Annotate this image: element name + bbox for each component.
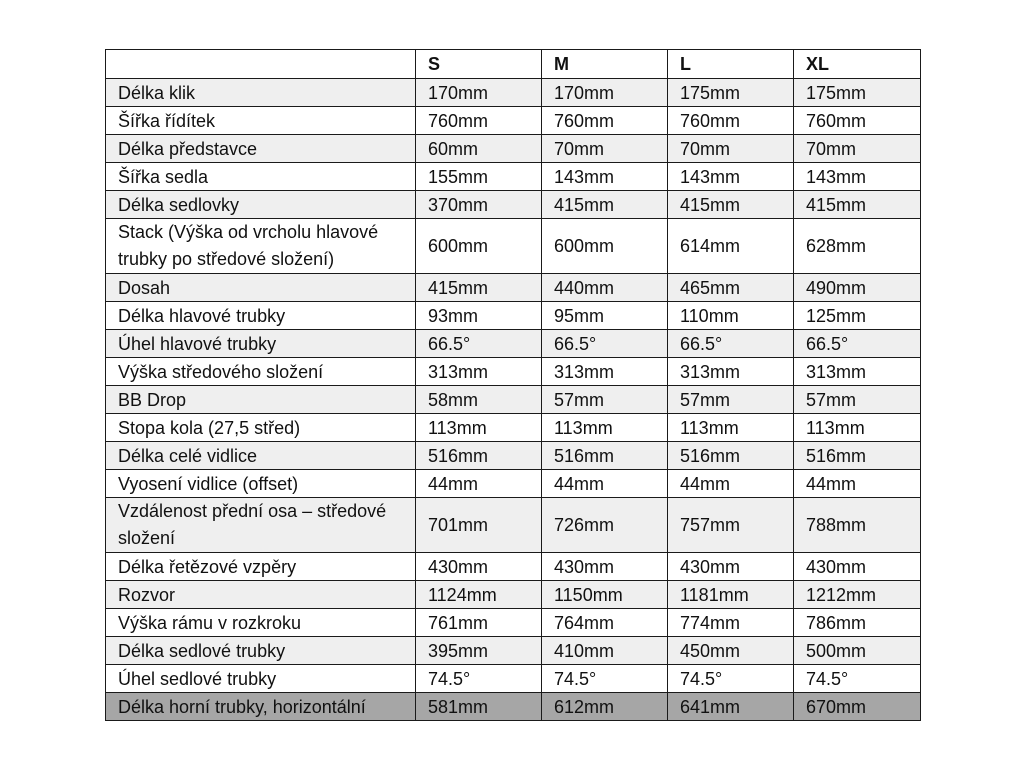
- value-cell: 1124mm: [416, 581, 542, 609]
- value-cell: 1150mm: [542, 581, 668, 609]
- value-cell: 430mm: [668, 553, 794, 581]
- value-cell: 760mm: [794, 107, 921, 135]
- value-cell: 93mm: [416, 302, 542, 330]
- value-cell: 450mm: [668, 637, 794, 665]
- row-label: Šířka řídítek: [106, 107, 416, 135]
- table-row: [106, 581, 921, 609]
- value-cell: 516mm: [668, 442, 794, 470]
- row-label: Úhel hlavové trubky: [106, 330, 416, 358]
- table-row: [106, 107, 921, 135]
- value-cell: 415mm: [794, 191, 921, 219]
- row-label: Šířka sedla: [106, 163, 416, 191]
- value-cell: 313mm: [668, 358, 794, 386]
- value-cell: 143mm: [794, 163, 921, 191]
- table-row: [106, 414, 921, 442]
- value-cell: 670mm: [794, 693, 921, 721]
- table-row: [106, 637, 921, 665]
- value-cell: 600mm: [542, 219, 668, 274]
- value-cell: 44mm: [542, 470, 668, 498]
- row-label: Délka celé vidlice: [106, 442, 416, 470]
- value-cell: 395mm: [416, 637, 542, 665]
- row-label: BB Drop: [106, 386, 416, 414]
- value-cell: 490mm: [794, 274, 921, 302]
- row-label: Výška středového složení: [106, 358, 416, 386]
- value-cell: 57mm: [668, 386, 794, 414]
- value-cell: 1212mm: [794, 581, 921, 609]
- value-cell: 143mm: [668, 163, 794, 191]
- value-cell: 70mm: [668, 135, 794, 163]
- value-cell: 113mm: [416, 414, 542, 442]
- value-cell: 465mm: [668, 274, 794, 302]
- value-cell: 760mm: [416, 107, 542, 135]
- value-cell: 415mm: [542, 191, 668, 219]
- value-cell: 60mm: [416, 135, 542, 163]
- value-cell: 764mm: [542, 609, 668, 637]
- table-row: [106, 302, 921, 330]
- row-label: Délka hlavové trubky: [106, 302, 416, 330]
- table-row: [106, 609, 921, 637]
- value-cell: 1181mm: [668, 581, 794, 609]
- value-cell: 370mm: [416, 191, 542, 219]
- value-cell: 760mm: [668, 107, 794, 135]
- value-cell: 726mm: [542, 498, 668, 553]
- table-row: [106, 498, 921, 553]
- value-cell: 110mm: [668, 302, 794, 330]
- table-row: [106, 79, 921, 107]
- value-cell: 170mm: [416, 79, 542, 107]
- value-cell: 57mm: [542, 386, 668, 414]
- row-label: Stopa kola (27,5 střed): [106, 414, 416, 442]
- value-cell: 113mm: [542, 414, 668, 442]
- table-row: [106, 135, 921, 163]
- value-cell: 113mm: [668, 414, 794, 442]
- row-label: Délka představce: [106, 135, 416, 163]
- row-label: Délka klik: [106, 79, 416, 107]
- geometry-table: [105, 49, 921, 721]
- table-row: [106, 219, 921, 274]
- header-size-s: S: [416, 50, 542, 79]
- value-cell: 430mm: [794, 553, 921, 581]
- row-label: Vzdálenost přední osa – středové složení: [106, 498, 416, 553]
- row-label: Vyosení vidlice (offset): [106, 470, 416, 498]
- table-row: [106, 442, 921, 470]
- value-cell: 628mm: [794, 219, 921, 274]
- table-row: [106, 470, 921, 498]
- value-cell: 170mm: [542, 79, 668, 107]
- value-cell: 581mm: [416, 693, 542, 721]
- row-label: Délka sedlovky: [106, 191, 416, 219]
- value-cell: 641mm: [668, 693, 794, 721]
- table-row: [106, 386, 921, 414]
- header-corner-cell: [106, 50, 416, 79]
- value-cell: 66.5°: [794, 330, 921, 358]
- value-cell: 774mm: [668, 609, 794, 637]
- value-cell: 500mm: [794, 637, 921, 665]
- table-row: [106, 665, 921, 693]
- value-cell: 44mm: [416, 470, 542, 498]
- value-cell: 415mm: [416, 274, 542, 302]
- row-label: Úhel sedlové trubky: [106, 665, 416, 693]
- value-cell: 155mm: [416, 163, 542, 191]
- value-cell: 125mm: [794, 302, 921, 330]
- value-cell: 788mm: [794, 498, 921, 553]
- value-cell: 74.5°: [668, 665, 794, 693]
- value-cell: 516mm: [794, 442, 921, 470]
- value-cell: 516mm: [416, 442, 542, 470]
- value-cell: 614mm: [668, 219, 794, 274]
- value-cell: 44mm: [794, 470, 921, 498]
- value-cell: 175mm: [794, 79, 921, 107]
- table-row: [106, 163, 921, 191]
- value-cell: 58mm: [416, 386, 542, 414]
- value-cell: 430mm: [542, 553, 668, 581]
- row-label: Délka řetězové vzpěry: [106, 553, 416, 581]
- value-cell: 612mm: [542, 693, 668, 721]
- table-row: [106, 191, 921, 219]
- value-cell: 313mm: [542, 358, 668, 386]
- value-cell: 143mm: [542, 163, 668, 191]
- table-row: [106, 274, 921, 302]
- value-cell: 74.5°: [542, 665, 668, 693]
- value-cell: 430mm: [416, 553, 542, 581]
- value-cell: 415mm: [668, 191, 794, 219]
- value-cell: 786mm: [794, 609, 921, 637]
- header-row: [106, 50, 921, 79]
- value-cell: 761mm: [416, 609, 542, 637]
- value-cell: 44mm: [668, 470, 794, 498]
- value-cell: 516mm: [542, 442, 668, 470]
- table-row: [106, 553, 921, 581]
- value-cell: 113mm: [794, 414, 921, 442]
- row-label: Délka horní trubky, horizontální: [106, 693, 416, 721]
- value-cell: 74.5°: [794, 665, 921, 693]
- row-label: Dosah: [106, 274, 416, 302]
- value-cell: 440mm: [542, 274, 668, 302]
- value-cell: 410mm: [542, 637, 668, 665]
- value-cell: 70mm: [794, 135, 921, 163]
- value-cell: 600mm: [416, 219, 542, 274]
- table-row: [106, 358, 921, 386]
- value-cell: 66.5°: [416, 330, 542, 358]
- value-cell: 74.5°: [416, 665, 542, 693]
- row-label: Stack (Výška od vrcholu hlavové trubky po středové složení): [106, 219, 416, 274]
- table-row: [106, 693, 921, 721]
- value-cell: 175mm: [668, 79, 794, 107]
- value-cell: 757mm: [668, 498, 794, 553]
- value-cell: 760mm: [542, 107, 668, 135]
- header-size-m: M: [542, 50, 668, 79]
- value-cell: 701mm: [416, 498, 542, 553]
- header-size-xl: XL: [794, 50, 921, 79]
- row-label: Délka sedlové trubky: [106, 637, 416, 665]
- row-label: Rozvor: [106, 581, 416, 609]
- value-cell: 70mm: [542, 135, 668, 163]
- value-cell: 66.5°: [542, 330, 668, 358]
- header-size-l: L: [668, 50, 794, 79]
- value-cell: 66.5°: [668, 330, 794, 358]
- geometry-table-container: [105, 49, 920, 721]
- table-row: [106, 330, 921, 358]
- value-cell: 313mm: [416, 358, 542, 386]
- row-label: Výška rámu v rozkroku: [106, 609, 416, 637]
- value-cell: 95mm: [542, 302, 668, 330]
- value-cell: 313mm: [794, 358, 921, 386]
- value-cell: 57mm: [794, 386, 921, 414]
